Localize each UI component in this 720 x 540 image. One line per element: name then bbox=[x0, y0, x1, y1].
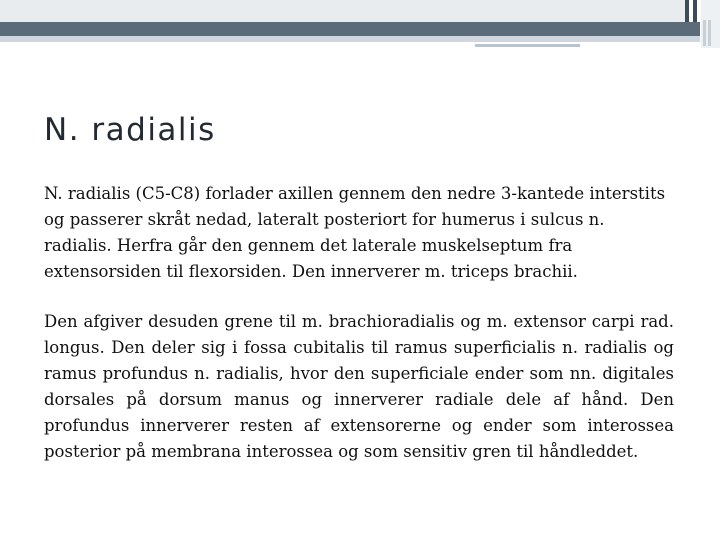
corner-stripe bbox=[708, 20, 711, 46]
header-corner-decoration bbox=[685, 0, 720, 48]
header-dark-bar bbox=[0, 22, 700, 36]
slide-title: N. radialis bbox=[44, 112, 216, 148]
header-top-band bbox=[0, 0, 720, 22]
corner-stripe bbox=[703, 20, 706, 46]
slide-paragraph-1: N. radialis (C5-C8) forlader axillen gennem den nedre 3-kantede interstits og passerer skråt nedad, lateralt posteriort for humerus i sulcus n. radialis. Herfra går den gennem det laterale muskelseptum fra extensorsiden til flexorsiden. Den innerverer m. triceps brachii. bbox=[44, 184, 666, 281]
slide-paragraph-2: Den afgiver desuden grene til m. brachioradialis og m. extensor carpi rad. longus. Den deler sig i fossa cubitalis til ramus superficialis n. radialis og ramus profundus n. radialis, hvor den superficiale ender som nn. digitales dorsales på dorsum manus og innerverer radiale dele af hånd. Den profundus innerverer resten af extensorerne og ender som interossea posterior på membrana interossea og som sensitiv gren til håndleddet. bbox=[44, 312, 674, 461]
corner-stripe bbox=[693, 0, 697, 22]
header-accent-line bbox=[475, 44, 580, 47]
corner-stripe bbox=[685, 0, 689, 22]
header-light-bar bbox=[0, 36, 700, 42]
